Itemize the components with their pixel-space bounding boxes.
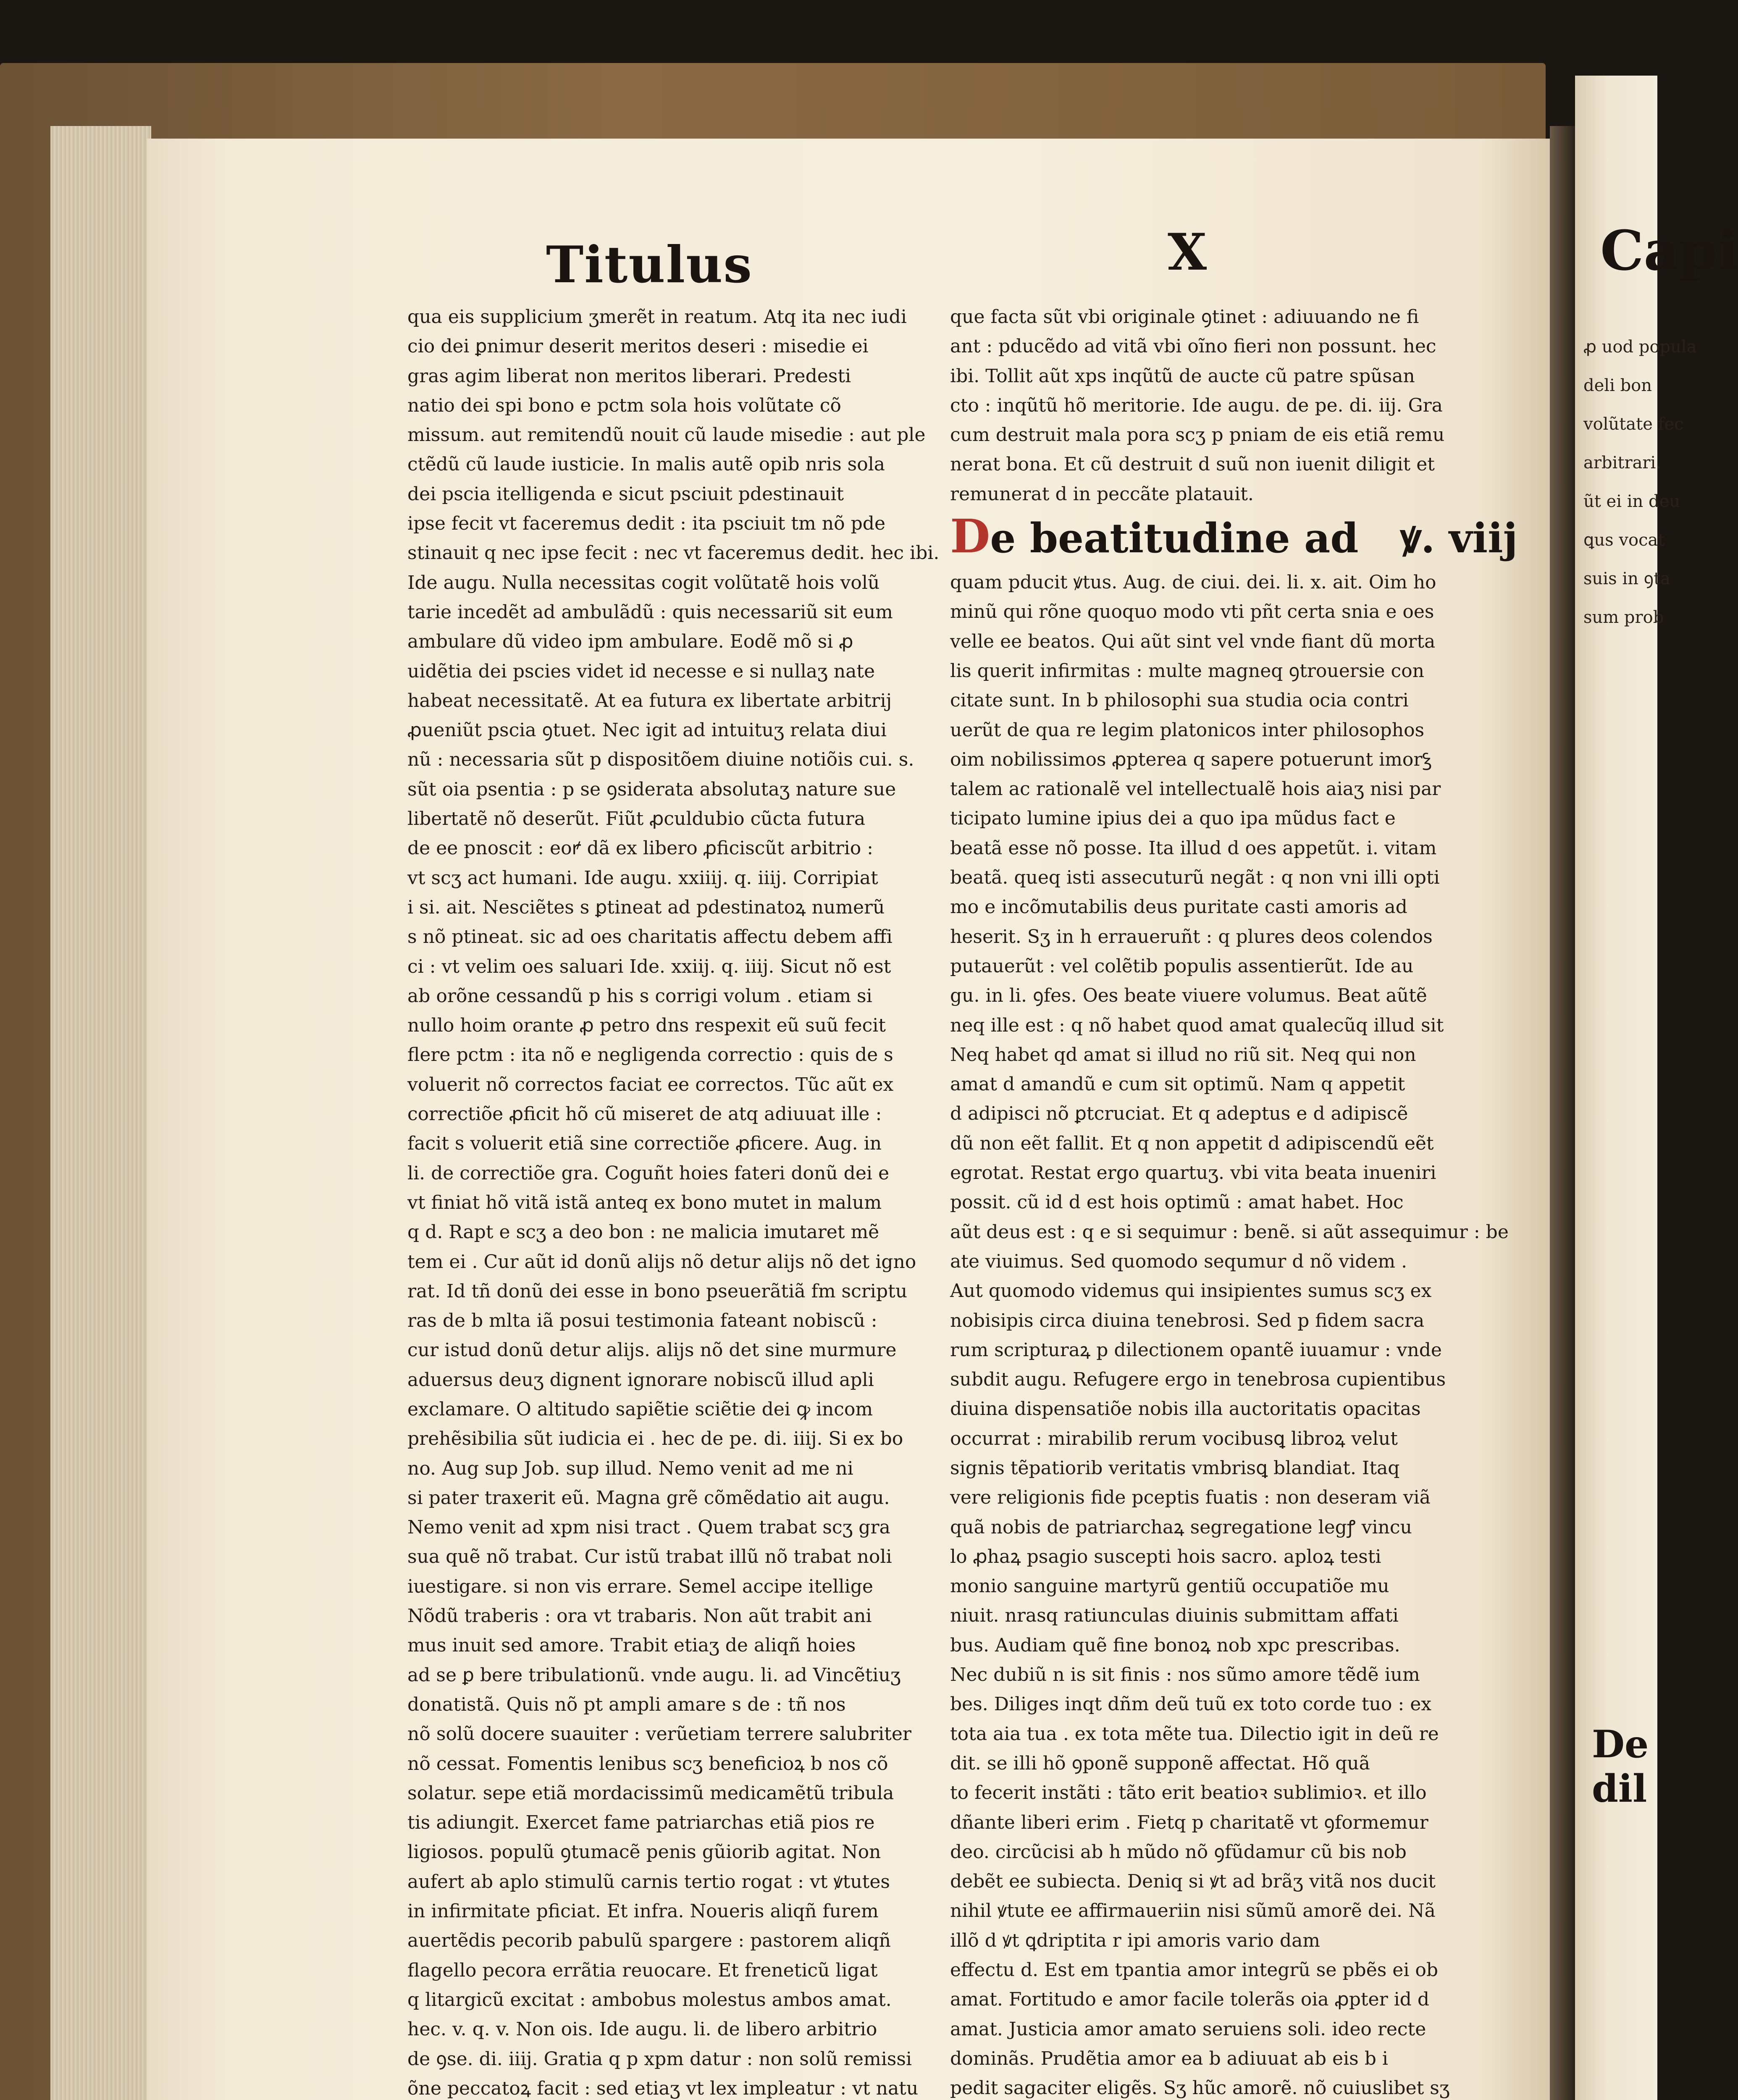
text-line: ambulare dũ video ipm ambulare. Eodẽ mõ si ꝓ <box>407 631 853 653</box>
text-line: oim nobilissimos ꝓpterea q sapere potuerunt imorꝣ <box>950 748 1432 770</box>
text-line: lis querit infirmitas : multe magneq ꝯtrouersie con <box>950 660 1424 682</box>
text-line: s nõ ptineat. sic ad oes charitatis affectu debem affi <box>407 926 893 948</box>
text-line: effectu d. Est em tpantia amor integrũ se pbẽs ei ob <box>950 1959 1439 1981</box>
text-line: nũ : necessaria sũt p dispositõem diuine notiõis cui. s. <box>407 749 914 771</box>
running-title: Titulus <box>546 235 753 294</box>
text-line: talem ac rationalẽ vel intellectualẽ hois aiaʒ nisi par <box>950 778 1441 800</box>
text-line: stinauit q nec ipse fecit : nec vt faceremus dedit. hec ibi. <box>407 542 940 564</box>
text-line: tarie incedẽt ad ambulãdũ : quis necessariũ sit eum <box>407 601 893 623</box>
text-line: nobisipis circa diuina tenebrosi. Sed p fidem sacra <box>950 1310 1425 1331</box>
text-line: velle ee beatos. Qui aũt sint vel vnde fiant dũ morta <box>950 630 1436 652</box>
text-line: diuina dispensatiõe nobis illa auctoritatis opacitas <box>950 1398 1421 1420</box>
text-line: vt finiat hõ vitã istã anteq ex bono mutet in malum <box>407 1192 882 1213</box>
text-line: neq ille est : q nõ habet quod amat qualecũq illud sit <box>950 1014 1444 1036</box>
text-line: facit s voluerit etiã sine correctiõe ꝓficere. Aug. in <box>407 1133 882 1155</box>
text-line: ligiosos. populũ ꝯtumacẽ penis gũiorib agitat. Non <box>407 1841 881 1863</box>
text-line: habeat necessitatẽ. At ea futura ex libertate arbitrij <box>407 690 892 711</box>
text-line: exclamare. O altitudo sapiẽtie sciẽtie dei ꝙ incom <box>407 1398 873 1420</box>
text-line: debẽt ee subiecta. Deniq si ꝟt ad brãʒ vitã nos ducit <box>950 1871 1436 1893</box>
text-line: ad se ꝑ bere tribulationũ. vnde augu. li. ad Vincẽtiuʒ <box>407 1664 901 1686</box>
facing-page-text: ꝓ uod popula deli bon volũtate fec arbitrari. ũt ei in deu ꝗus vocat suis in ꝯta sum prob <box>1583 337 1697 627</box>
text-line: beatã. queq isti assecuturũ negãt : q non vni illi opti <box>950 867 1440 889</box>
text-line: nullo hoim orante ꝓ petro dns respexit eũ suũ fecit <box>407 1015 886 1037</box>
text-line: aduersus deuʒ dignent ignorare nobiscũ illud apli <box>407 1369 874 1391</box>
text-line: dit. se illi hõ ꝯponẽ supponẽ affectat. Hõ quã <box>950 1752 1370 1774</box>
text-line: õne peccatoꝝ facit : sed etiaʒ vt lex impleatur : vt natu <box>407 2077 919 2099</box>
text-line: auertẽdis pecorib pabulũ spargere : pastorem aliqñ <box>407 1930 891 1952</box>
text-line: ant : pducẽdo ad vitã vbi oĩno fieri non possunt. hec <box>950 336 1436 357</box>
text-line: qua eis supplicium ӡmerẽt in reatum. Atq ita nec iudi <box>407 306 907 328</box>
text-line: i si. ait. Nesciẽtes s ꝑtineat ad pdestinatoꝝ numerũ <box>407 896 885 918</box>
text-line: flere pctm : ita nõ e negligenda correctio : quis de s <box>407 1044 893 1066</box>
text-line: q litargicũ excitat : ambobus molestus ambos amat. <box>407 1989 892 2011</box>
text-line: ab orõne cessandũ p his s corrigi volum . etiam si <box>407 985 872 1007</box>
text-line: egrotat. Restat ergo quartuʒ. vbi vita beata inueniri <box>950 1162 1436 1184</box>
facing-page-heading: Capi <box>1600 218 1738 283</box>
text-line: rum scripturaꝝ p dilectionem opantẽ iuuamur : vnde <box>950 1339 1442 1361</box>
text-line: voluerit nõ correctos faciat ee correctos. Tũc aũt ex <box>407 1074 894 1095</box>
text-line: tem ei . Cur aũt id donũ alijs nõ detur alijs nõ det igno <box>407 1251 916 1273</box>
text-line: dñante liberi erim . Fietq p charitatẽ vt ꝯformemur <box>950 1811 1428 1833</box>
text-line: cum destruit mala pora scʒ p pniam de eis etiã remu <box>950 424 1445 446</box>
text-line: citate sunt. In b philosophi sua studia ocia contri <box>950 690 1409 711</box>
text-line: que facta sũt vbi originale ꝯtinet : adiuuando ne fi <box>950 306 1419 328</box>
text-line: d adipisci nõ ꝑtcruciat. Et q adeptus e d adipiscẽ <box>950 1103 1408 1125</box>
text-line: nõ cessat. Fomentis lenibus scʒ beneficioꝝ b nos cõ <box>407 1753 888 1774</box>
text-line: iuestigare. si non vis errare. Semel accipe itellige <box>407 1575 873 1597</box>
text-line: rat. Id tñ donũ dei esse in bono pseuerãtiã fm scriptu <box>407 1280 908 1302</box>
right-column-continuation <box>950 302 1465 509</box>
text-line: dũ non eẽt fallit. Et q non appetit d adipiscendũ eẽt <box>950 1132 1434 1154</box>
text-line: in infirmitate pficiat. Et infra. Noueris aliqñ furem <box>407 1900 879 1922</box>
text-line: aufert ab aplo stimulũ carnis tertio rogat : vt ꝟtutes <box>407 1871 890 1893</box>
heading-initial: D <box>950 509 990 564</box>
text-line: pedit sagaciter eligẽs. Sʒ hũc amorẽ. nõ cuiuslibet sʒ <box>950 2077 1450 2099</box>
text-line: sua quẽ nõ trabat. Cur istũ trabat illũ nõ trabat noli <box>407 1546 892 1568</box>
text-line: Nemo venit ad xpm nisi tract . Quem trabat scʒ gra <box>407 1517 890 1538</box>
book-gutter <box>1550 126 1575 2100</box>
text-line: uerũt de qua re legim platonicos inter philosophos <box>950 719 1425 741</box>
text-line: gu. in li. ꝯfes. Oes beate viuere volumus. Beat aũtẽ <box>950 985 1427 1007</box>
text-line: donatistã. Quis nõ pt ampli amare s de : tñ nos <box>407 1693 846 1715</box>
text-line: beatã esse nõ posse. Ita illud d oes appetũt. i. vitam <box>950 837 1437 859</box>
text-line: nihil ꝟtute ee affirmaueriin nisi sũmũ amorẽ dei. Nã <box>950 1900 1436 1922</box>
text-line: to fecerit instãti : tãto erit beatioꝛ sublimioꝛ. et illo <box>950 1782 1427 1804</box>
text-line: Ide augu. Nulla necessitas cogit volũtatẽ hois volũ <box>407 572 880 593</box>
text-line: hec. v. q. v. Non ois. Ide augu. li. de libero arbitrio <box>407 2019 877 2040</box>
text-line: niuit. nrasq ratiunculas diuinis submittam affati <box>950 1605 1399 1627</box>
text-line: monio sanguine martyrũ gentiũ occupatiõe mu <box>950 1575 1389 1597</box>
text-line: de ee pnoscit : eoꝵ dã ex libero ꝓficiscũt arbitrio : <box>407 837 874 859</box>
text-line: ci : vt velim oes saluari Ide. xxiij. q. iiij. Sicut nõ est <box>407 956 891 977</box>
text-line: gras agim liberat non meritos liberari. Predesti <box>407 365 851 387</box>
text-line: li. de correctiõe gra. Coguñt hoies fateri donũ dei e <box>407 1162 889 1184</box>
text-line: dominãs. Prudẽtia amor ea b adiuuat ab eis b i <box>950 2048 1388 2069</box>
text-line: possit. cũ id d est hois optimũ : amat habet. Hoc <box>950 1192 1404 1213</box>
text-line: ras de b mlta iã posui testimonia fateant nobiscũ : <box>407 1310 877 1332</box>
text-line: occurrat : mirabilib rerum vocibusꝗ libroꝝ velut <box>950 1428 1398 1449</box>
text-line: signis tẽpatiorib veritatis vmbrisꝗ blandiat. Itaq <box>950 1457 1400 1479</box>
text-line: deo. circũcisi ab h mũdo nõ ꝯfũdamur cũ bis nob <box>950 1841 1407 1863</box>
heading-number: ꝟ. viij <box>1400 514 1518 562</box>
text-line: si pater traxerit eũ. Magna grẽ cõmẽdatio ait augu. <box>407 1487 890 1509</box>
text-line: ipse fecit vt faceremus dedit : ita psciuit tm nõ pde <box>407 513 885 535</box>
text-line: natio dei spi bono e pctm sola hois volũtate cõ <box>407 394 841 416</box>
text-line: libertatẽ nõ deserũt. Fiũt ꝓculdubio cũcta futura <box>407 808 866 830</box>
text-line: bus. Audiam quẽ fine bonoꝝ nob xpc prescribas. <box>950 1634 1400 1656</box>
text-line: subdit augu. Refugere ergo in tenebrosa cupientibus <box>950 1369 1446 1391</box>
text-line: lo ꝓhaꝝ psagio suscepti hois sacro. aploꝝ testi <box>950 1546 1381 1567</box>
text-line: putauerũt : vel colẽtib populis assentierũt. Ide au <box>950 955 1414 977</box>
text-line: amat. Fortitudo e amor facile tolerãs oia ꝓpter id d <box>950 1989 1429 2011</box>
text-line: vere religionis fide pceptis fuatis : non deseram viã <box>950 1487 1431 1509</box>
facing-page-edge <box>1575 76 1738 2100</box>
page-edges <box>50 126 151 2100</box>
text-line: ꝓueniũt pscia ꝯtuet. Nec igit ad intuituʒ relata diui <box>407 719 887 741</box>
text-line: cio dei ꝑnimur deserit meritos deseri : misedie ei <box>407 336 869 357</box>
text-line: Neq habet qd amat si illud no riũ sit. Neq qui non <box>950 1044 1416 1066</box>
heading-text: e beatitudine ad <box>990 514 1359 562</box>
text-line: tota aia tua . ex tota mẽte tua. Dilectio igit in deũ re <box>950 1723 1439 1745</box>
text-line: uidẽtia dei pscies videt id necesse e si nullaʒ nate <box>407 660 875 682</box>
text-line: heserit. Sʒ in h erraueruñt : q plures deos colendos <box>950 926 1433 948</box>
right-text-column <box>950 302 1518 2100</box>
text-line: Nõdũ traberis : ora vt trabaris. Non aũt trabit ani <box>407 1605 872 1627</box>
text-line: bes. Diliges inqt dñm deũ tuũ ex toto corde tuo : ex <box>950 1693 1432 1715</box>
text-line: q d. Rapt e scʒ a deo bon : ne malicia imutaret mẽ <box>407 1221 880 1243</box>
text-line: solatur. sepe etiã mordacissimũ medicamẽtũ tribula <box>407 1782 894 1804</box>
text-line: missum. aut remitendũ nouit cũ laude misedie : aut ple <box>407 424 926 446</box>
text-line: quam pducit ꝟtus. Aug. de ciui. dei. li. x. ait. Oim ho <box>950 572 1436 593</box>
text-line: dei pscia itelligenda e sicut psciuit pdestinauit <box>407 483 844 505</box>
text-line: minũ qui rõne quoquo modo vti pñt certa snia e oes <box>950 601 1434 623</box>
text-line: remunerat d in peccãte platauit. <box>950 483 1254 505</box>
folio-number: X <box>1168 223 1207 282</box>
facing-page-rubric: De dil <box>1592 1722 1649 1811</box>
right-column-body <box>950 568 1509 2100</box>
text-line: amat d amandũ e cum sit optimũ. Nam q appetit <box>950 1074 1405 1095</box>
text-line: Nec dubiũ n is sit finis : nos sũmo amore tẽdẽ ium <box>950 1664 1420 1686</box>
text-line: ctẽdũ cũ laude iusticie. In malis autẽ opib nris sola <box>407 454 885 475</box>
section-heading <box>950 509 1518 568</box>
text-line: de ꝯse. di. iiij. Gratia q p xpm datur : non solũ remissi <box>407 2048 912 2070</box>
text-line: quã nobis de patriarchaꝝ segregatione legꝭ vincu <box>950 1516 1412 1538</box>
text-line: illõ d ꝟt ꝗdriptita r ipi amoris vario dam <box>950 1929 1321 1951</box>
text-line: amat. Justicia amor amato seruiens soli. ideo recte <box>950 2018 1426 2040</box>
text-line: tis adiungit. Exercet fame patriarchas etiã pios re <box>407 1812 875 1834</box>
text-line: ticipato lumine ipius dei a quo ipa mũdus fact e <box>950 808 1396 830</box>
text-line: nõ solũ docere suauiter : verũetiam terrere salubriter <box>407 1723 911 1745</box>
text-line: cur istud donũ detur alijs. alijs nõ det sine murmure <box>407 1339 897 1361</box>
text-line: correctiõe ꝓficit hõ cũ miseret de atq adiuuat ille : <box>407 1103 882 1125</box>
text-line: cto : inqũtũ hõ meritorie. Ide augu. de pe. di. iij. Gra <box>950 394 1443 416</box>
text-line: sũt oia psentia : p se ꝯsiderata absolutaʒ nature sue <box>407 778 896 800</box>
text-line: aũt deus est : q e si sequimur : benẽ. si aũt assequimur : be <box>950 1221 1509 1243</box>
text-line: nerat bona. Et cũ destruit d suũ non iuenit diligit et <box>950 454 1435 475</box>
left-text-column <box>407 302 940 2100</box>
text-line: no. Aug sup Job. sup illud. Nemo venit ad me ni <box>407 1457 853 1479</box>
text-line: flagello pecora errãtia reuocare. Et freneticũ ligat <box>407 1959 878 1981</box>
text-line: ate viuimus. Sed quomodo sequmur d nõ videm . <box>950 1250 1407 1272</box>
text-line: mus inuit sed amore. Trabit etiaʒ de aliqñ hoies <box>407 1635 856 1656</box>
text-line: prehẽsibilia sũt iudicia ei . hec de pe. di. iiij. Si ex bo <box>407 1428 903 1450</box>
text-line: vt scʒ act humani. Ide augu. xxiiij. q. iiij. Corripiat <box>407 867 878 889</box>
text-line: Aut quomodo videmus qui insipientes sumus scʒ ex <box>950 1280 1432 1302</box>
text-line: mo e incõmutabilis deus puritate casti amoris ad <box>950 896 1407 918</box>
text-line: ibi. Tollit aũt xps inqũtũ de aucte cũ patre spũsan <box>950 365 1415 387</box>
